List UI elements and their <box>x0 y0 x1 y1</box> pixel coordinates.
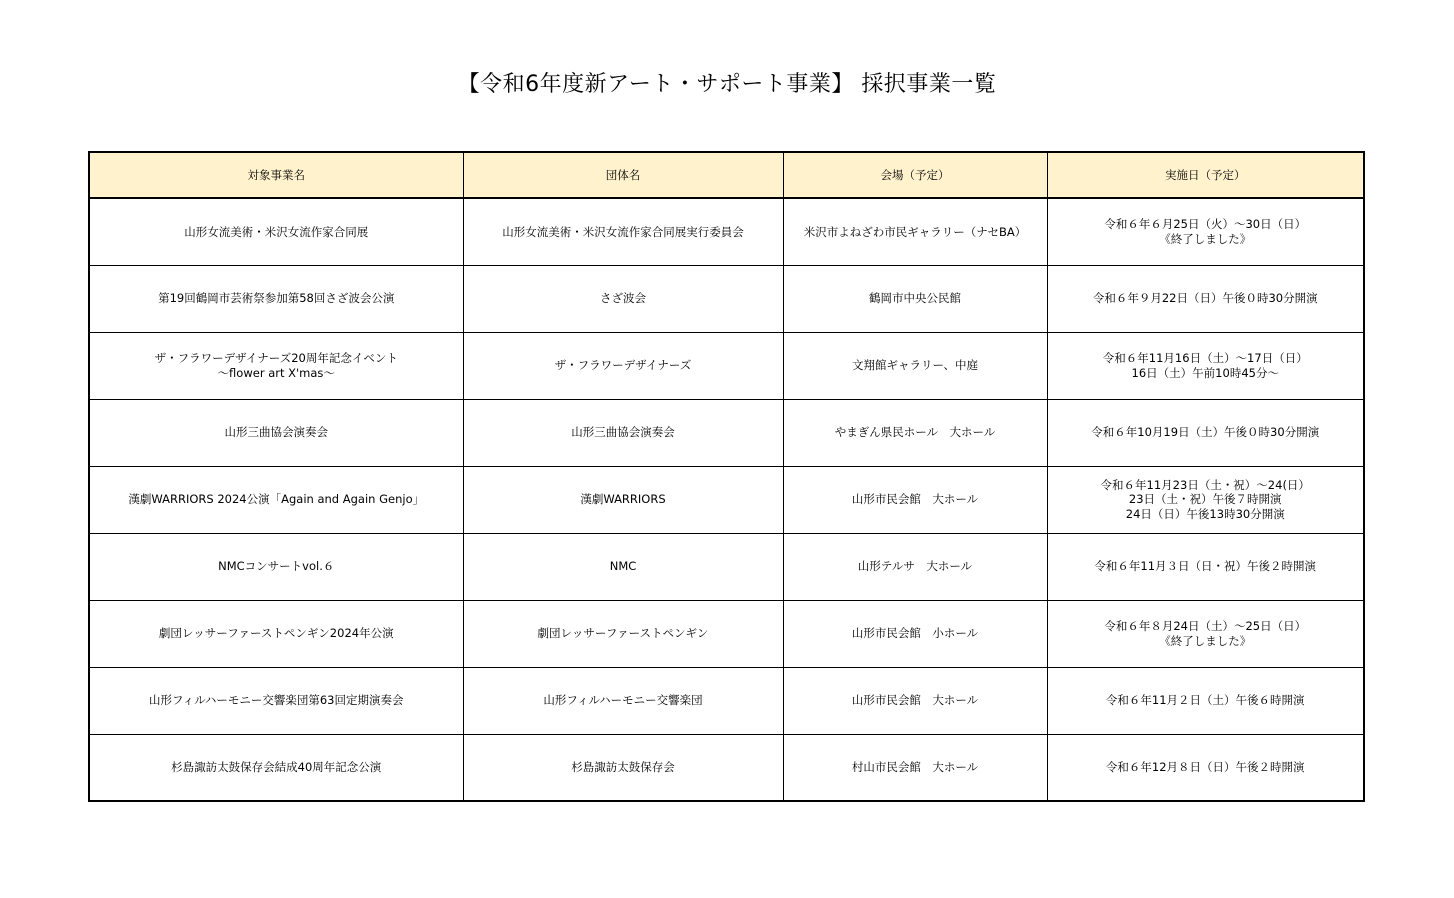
project-name-cell-line: 杉島諏訪太鼓保存会結成40周年記念公演 <box>171 760 382 774</box>
venue-cell: 山形市民会館 大ホール <box>783 667 1047 734</box>
project-name-cell-line: NMCコンサートvol.６ <box>218 559 335 574</box>
date-cell-line: 《終了しました》 <box>1159 633 1252 648</box>
table-row <box>89 265 1364 332</box>
page-title: 【令和6年度新アート・サポート事業】 採択事業一覧 <box>457 72 997 97</box>
organization-cell: 劇団レッサーファーストペンギン <box>463 600 783 667</box>
table-row <box>89 332 1364 399</box>
column-header-organization: 団体名 <box>463 152 783 198</box>
project-name-cell <box>89 399 463 466</box>
date-cell-line: 令和６年12月８日（日）午後２時開演 <box>1105 760 1305 774</box>
organization-cell: さざ波会 <box>463 265 783 332</box>
venue-cell: やまぎん県民ホール 大ホール <box>783 399 1047 466</box>
table-body <box>89 198 1364 801</box>
date-cell <box>1047 600 1364 667</box>
date-cell-line: 24日（日）午後13時30分開演 <box>1125 506 1285 521</box>
date-cell <box>1047 734 1364 801</box>
project-name-cell-line: 劇団レッサーファーストペンギン2024年公演 <box>158 626 394 641</box>
project-name-cell <box>89 198 463 265</box>
project-name-cell <box>89 667 463 734</box>
project-name-cell-line: ザ・フラワーデザイナーズ20周年記念イベント <box>154 351 398 365</box>
date-cell <box>1047 533 1364 600</box>
project-name-cell <box>89 265 463 332</box>
date-cell-line: 令和６年８月24日（土）～25日（日） <box>1104 619 1307 633</box>
project-name-cell-line: ～flower art X'mas～ <box>217 365 335 380</box>
project-name-cell <box>89 332 463 399</box>
column-header-date: 実施日（予定） <box>1047 152 1364 198</box>
organization-cell: 山形三曲協会演奏会 <box>463 399 783 466</box>
venue-cell: 鶴岡市中央公民館 <box>783 265 1047 332</box>
date-cell-line: 令和６年６月25日（火）～30日（日） <box>1104 217 1307 232</box>
table-row <box>89 734 1364 801</box>
project-name-cell <box>89 600 463 667</box>
date-cell-line: 23日（土・祝）午後７時開演 <box>1128 492 1282 507</box>
date-cell <box>1047 667 1364 734</box>
project-name-cell-line: 第19回鶴岡市芸術祭参加第58回さざ波会公演 <box>158 291 395 306</box>
table-row <box>89 399 1364 466</box>
venue-cell: 村山市民会館 大ホール <box>783 734 1047 801</box>
project-name-cell-line: 山形三曲協会演奏会 <box>224 425 328 440</box>
date-cell <box>1047 466 1364 533</box>
date-cell-line: 令和６年11月23日（土・祝）～24(日） <box>1100 477 1310 492</box>
project-name-cell <box>89 466 463 533</box>
date-cell-line: 令和６年10月19日（土）午後０時30分開演 <box>1091 425 1320 440</box>
table-row <box>89 600 1364 667</box>
table-row <box>89 466 1364 533</box>
date-cell-line: 16日（土）午前10時45分～ <box>1131 365 1279 380</box>
venue-cell: 山形テルサ 大ホール <box>783 533 1047 600</box>
project-name-cell-line: 山形女流美術・米沢女流作家合同展 <box>184 224 369 239</box>
project-name-cell-line: 山形フィルハーモニー交響楽団第63回定期演奏会 <box>149 693 404 708</box>
project-name-cell-line: 漢劇WARRIORS 2024公演「Again and Again Genjo」 <box>128 492 425 507</box>
table-row <box>89 198 1364 265</box>
table-row <box>89 667 1364 734</box>
date-cell <box>1047 198 1364 265</box>
table-row <box>89 533 1364 600</box>
date-cell-line: 《終了しました》 <box>1159 231 1252 246</box>
date-cell-line: 令和６年11月２日（土）午後６時開演 <box>1105 693 1305 708</box>
organization-cell: 山形フィルハーモニー交響楽団 <box>463 667 783 734</box>
project-name-cell <box>89 734 463 801</box>
date-cell <box>1047 399 1364 466</box>
column-header-venue: 会場（予定） <box>783 152 1047 198</box>
organization-cell: 漢劇WARRIORS <box>463 466 783 533</box>
venue-cell: 文翔館ギャラリー、中庭 <box>783 332 1047 399</box>
organization-cell: NMC <box>463 533 783 600</box>
venue-cell: 山形市民会館 小ホール <box>783 600 1047 667</box>
organization-cell: 杉島諏訪太鼓保存会 <box>463 734 783 801</box>
project-name-cell <box>89 533 463 600</box>
organization-cell: 山形女流美術・米沢女流作家合同展実行委員会 <box>463 198 783 265</box>
date-cell-line: 令和６年11月16日（土）～17日（日） <box>1102 351 1308 365</box>
date-cell-line: 令和６年９月22日（日）午後０時30分開演 <box>1092 291 1318 306</box>
date-cell <box>1047 265 1364 332</box>
date-cell-line: 令和６年11月３日（日・祝）午後２時開演 <box>1094 559 1317 574</box>
organization-cell: ザ・フラワーデザイナーズ <box>463 332 783 399</box>
adopted-projects-table <box>88 151 1365 802</box>
column-header-project: 対象事業名 <box>89 152 463 198</box>
venue-cell: 山形市民会館 大ホール <box>783 466 1047 533</box>
table-header-row <box>89 152 1364 198</box>
date-cell <box>1047 332 1364 399</box>
venue-cell: 米沢市よねざわ市民ギャラリー（ナセBA） <box>783 198 1047 265</box>
